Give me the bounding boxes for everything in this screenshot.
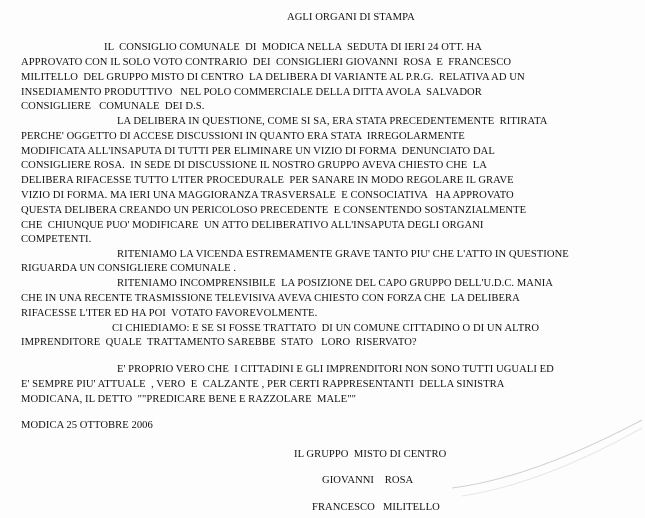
paragraph-1-line-4: INSEDIAMENTO PRODUTTIVO NEL POLO COMMERCIALE DELLA DITTA AVOLA SALVADOR — [21, 87, 482, 98]
paragraph-3-line-1: RITENIAMO LA VICENDA ESTREMAMENTE GRAVE TANTO PIU' CHE L'ATTO IN QUESTIONE — [117, 249, 569, 260]
paragraph-6-line-1: E' PROPRIO VERO CHE I CITTADINI E GLI IMPRENDITORI NON SONO TUTTI UGUALI ED — [117, 364, 554, 375]
paragraph-2-line-2: PERCHE' OGGETTO DI ACCESE DISCUSSIONI IN QUANTO ERA STATA IRREGOLARMENTE — [21, 131, 465, 142]
paragraph-6-line-3: MODICANA, IL DETTO ""PREDICARE BENE E RAZZOLARE MALE"" — [21, 394, 356, 405]
signature-signer-1: GIOVANNI ROSA — [322, 475, 414, 486]
date-place: MODICA 25 OTTOBRE 2006 — [21, 420, 153, 431]
paragraph-2-line-1: LA DELIBERA IN QUESTIONE, COME SI SA, ERA STATA PRECEDENTEMENTE RITIRATA — [117, 116, 548, 127]
paragraph-2-line-8: CHE CHIUNQUE PUO' MODIFICARE UN ATTO DELIBERATIVO ALL'INSAPUTA DEGLI ORGANI — [21, 220, 484, 231]
document-heading: AGLI ORGANI DI STAMPA — [287, 12, 415, 23]
paragraph-4-line-3: RIFACESSE L'ITER ED HA POI VOTATO FAVOREVOLMENTE. — [21, 308, 318, 319]
paragraph-4-line-1: RITENIAMO INCOMPRENSIBILE LA POSIZIONE DEL CAPO GRUPPO DELL'U.D.C. MANIA — [117, 278, 553, 289]
paragraph-6-line-2: E' SEMPRE PIU' ATTUALE , VERO E CALZANTE , PER CERTI RAPPRESENTANTI DELLA SINISTRA — [21, 379, 505, 390]
paragraph-1-line-5: CONSIGLIERE COMUNALE DEI D.S. — [21, 101, 205, 112]
paragraph-5-line-1: CI CHIEDIAMO: E SE SI FOSSE TRATTATO DI UN COMUNE CITTADINO O DI UN ALTRO — [112, 323, 540, 334]
paragraph-2-line-7: QUESTA DELIBERA CREANDO UN PERICOLOSO PRECEDENTE E CONSENTENDO SOSTANZIALMENTE — [21, 205, 527, 216]
signature-group: IL GRUPPO MISTO DI CENTRO — [294, 449, 447, 460]
paragraph-5-line-2: IMPRENDITORE QUALE TRATTAMENTO SAREBBE STATO LORO RISERVATO? — [21, 337, 417, 348]
paragraph-2-line-6: VIZIO DI FORMA. MA IERI UNA MAGGIORANZA TRASVERSALE E CONSOCIATIVA HA APPROVATO — [21, 190, 514, 201]
paragraph-1-line-3: MILITELLO DEL GRUPPO MISTO DI CENTRO LA DELIBERA DI VARIANTE AL P.R.G. RELATIVA AD UN — [21, 72, 525, 83]
paragraph-2-line-3: MODIFICATA ALL'INSAPUTA DI TUTTI PER ELIMINARE UN VIZIO DI FORMA DENUNCIATO DAL — [21, 146, 495, 157]
paragraph-4-line-2: CHE IN UNA RECENTE TRASMISSIONE TELEVISIVA AVEVA CHIESTO CON FORZA CHE LA DELIBERA — [21, 293, 520, 304]
paper-fold-shadow — [452, 418, 642, 508]
signature-signer-2: FRANCESCO MILITELLO — [312, 502, 440, 513]
paragraph-3-line-2: RIGUARDA UN CONSIGLIERE COMUNALE . — [21, 263, 237, 274]
paragraph-1-line-2: APPROVATO CON IL SOLO VOTO CONTRARIO DEI CONSIGLIERI GIOVANNI ROSA E FRANCESCO — [21, 57, 512, 68]
paragraph-2-line-4: CONSIGLIERE ROSA. IN SEDE DI DISCUSSIONE IL NOSTRO GRUPPO AVEVA CHIESTO CHE LA — [21, 160, 487, 171]
paragraph-2-line-5: DELIBERA RIFACESSE TUTTO L'ITER PROCEDURALE PER SANARE IN MODO REGOLARE IL GRAVE — [21, 175, 514, 186]
paragraph-2-line-9: COMPETENTI. — [21, 234, 92, 245]
paragraph-1-line-1: IL CONSIGLIO COMUNALE DI MODICA NELLA SEDUTA DI IERI 24 OTT. HA — [104, 42, 482, 53]
